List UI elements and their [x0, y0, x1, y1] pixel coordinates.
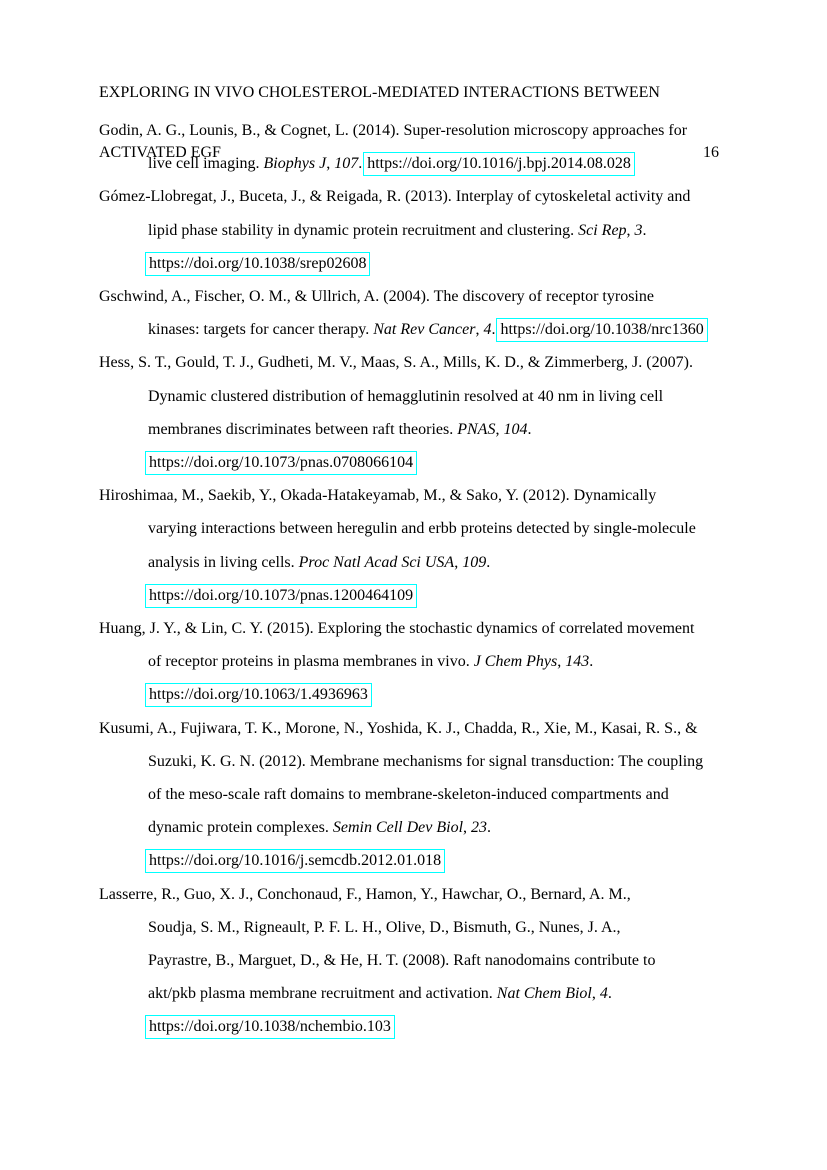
doi-link[interactable]: https://doi.org/10.1016/j.bpj.2014.08.028	[363, 152, 635, 176]
reference-line	[99, 645, 744, 678]
reference-text: Hess, S. T., Gould, T. J., Gudheti, M. V., Maas, S. A., Mills, K. D., & Zimmerberg, J. (2007).	[99, 354, 693, 372]
reference-text: ,	[626, 221, 635, 239]
reference-text: Kusumi, A., Fujiwara, T. K., Morone, N., Yoshida, K. J., Chadda, R., Xie, M., Kasai, R. S., &	[99, 719, 698, 737]
doi-link[interactable]: https://doi.org/10.1063/1.4936963	[145, 683, 372, 707]
reference-line	[99, 214, 744, 247]
reference-line	[99, 280, 744, 313]
reference-text: .	[487, 819, 492, 837]
running-head-line1: EXPLORING IN VIVO CHOLESTEROL-MEDIATED INTERACTIONS BETWEEN	[99, 84, 660, 102]
reference-line	[99, 811, 744, 844]
reference-line	[99, 380, 744, 413]
reference-text: .	[491, 321, 500, 339]
reference-text: Hiroshimaa, M., Saekib, Y., Okada-Hatakeyamab, M., & Sako, Y. (2012). Dynamically	[99, 487, 657, 505]
reference-text: .	[642, 221, 647, 239]
references-list	[99, 114, 744, 1044]
reference-entry	[99, 280, 744, 346]
doi-link[interactable]: https://doi.org/10.1016/j.semcdb.2012.01.018	[145, 849, 445, 873]
reference-text: Payrastre, B., Marguet, D., & He, H. T. (2008). Raft nanodomains contribute to	[148, 952, 656, 970]
reference-line	[99, 180, 744, 213]
reference-line	[99, 579, 744, 612]
doi-link[interactable]: https://doi.org/10.1073/pnas.0708066104	[145, 451, 417, 475]
reference-text: .	[486, 553, 491, 571]
reference-line	[99, 546, 744, 579]
journal-title: Nat Chem Biol	[496, 985, 592, 1003]
doi-link[interactable]: https://doi.org/10.1038/nrc1360	[496, 318, 707, 342]
reference-line	[99, 612, 744, 645]
reference-line	[99, 346, 744, 379]
reference-line	[99, 147, 744, 180]
reference-line	[99, 745, 744, 778]
reference-text: ,	[591, 985, 600, 1003]
journal-title: PNAS	[457, 420, 496, 438]
reference-line	[99, 911, 744, 944]
reference-text: ,	[454, 553, 463, 571]
journal-title: 107	[334, 155, 359, 173]
journal-title: 4	[483, 321, 492, 339]
reference-text: Gómez-Llobregat, J., Buceta, J., & Reigada, R. (2013). Interplay of cytoskeletal activity and	[99, 188, 691, 206]
page-number: 16	[703, 143, 719, 161]
doi-link[interactable]: https://doi.org/10.1038/srep02608	[145, 252, 370, 276]
reference-text: lipid phase stability in dynamic protein recruitment and clustering.	[148, 221, 579, 239]
reference-text: Lasserre, R., Guo, X. J., Conchonaud, F., Hamon, Y., Hawchar, O., Bernard, A. M.,	[99, 885, 631, 903]
reference-line	[99, 1010, 744, 1043]
journal-title: 23	[471, 819, 488, 837]
doi-link[interactable]: https://doi.org/10.1073/pnas.1200464109	[145, 584, 417, 608]
reference-text: Godin, A. G., Lounis, B., & Cognet, L. (2014). Super-resolution microscopy approaches for	[99, 122, 688, 139]
reference-text: Soudja, S. M., Rigneault, P. F. L. H., Olive, D., Bismuth, G., Nunes, J. A.,	[148, 918, 621, 936]
reference-entry	[99, 180, 744, 280]
reference-text: of the meso-scale raft domains to membrane-skeleton-induced compartments and	[148, 786, 669, 804]
reference-text: of receptor proteins in plasma membranes in vivo.	[148, 653, 474, 671]
reference-entry	[99, 479, 744, 612]
reference-text: membranes discriminates between raft theories.	[148, 420, 458, 438]
journal-title: 143	[565, 653, 590, 671]
doi-link[interactable]: https://doi.org/10.1038/nchembio.103	[145, 1015, 395, 1039]
reference-line	[99, 247, 744, 280]
journal-title: Nat Rev Cancer	[373, 321, 476, 339]
reference-line	[99, 413, 744, 446]
reference-line	[99, 512, 744, 545]
reference-entry	[99, 346, 744, 479]
reference-text: kinases: targets for cancer therapy.	[148, 321, 374, 339]
reference-entry	[99, 114, 744, 180]
reference-text: .	[358, 155, 367, 173]
reference-text: .	[607, 985, 612, 1003]
reference-text: .	[527, 420, 532, 438]
reference-text: akt/pkb plasma membrane recruitment and activation.	[148, 985, 497, 1003]
reference-text: dynamic protein complexes.	[148, 819, 333, 837]
journal-title: 109	[462, 553, 487, 571]
reference-text: analysis in living cells.	[148, 553, 299, 571]
reference-text: ,	[557, 653, 566, 671]
journal-title: 3	[634, 221, 643, 239]
reference-line	[99, 944, 744, 977]
journal-title: Semin Cell Dev Biol	[332, 819, 464, 837]
reference-text: Gschwind, A., Fischer, O. M., & Ullrich, A. (2004). The discovery of receptor tyrosine	[99, 288, 654, 306]
journal-title: Sci Rep	[578, 221, 627, 239]
reference-line	[99, 313, 744, 346]
reference-text: live cell imaging.	[148, 155, 264, 173]
reference-line	[99, 678, 744, 711]
reference-text: Dynamic clustered distribution of hemagglutinin resolved at 40 nm in living cell	[148, 387, 664, 405]
journal-title: 104	[503, 420, 528, 438]
reference-line	[99, 446, 744, 479]
journal-title: J Chem Phys	[473, 653, 558, 671]
reference-line	[99, 977, 744, 1010]
running-head-line2: ACTIVATED EGF	[99, 143, 221, 161]
reference-text: ,	[463, 819, 472, 837]
reference-text: varying interactions between heregulin and erbb proteins detected by single-molecule	[148, 520, 696, 538]
reference-text: ,	[475, 321, 484, 339]
reference-line	[99, 712, 744, 745]
reference-entry	[99, 878, 744, 1044]
reference-line	[99, 844, 744, 877]
reference-line	[99, 479, 744, 512]
reference-text: ,	[495, 420, 504, 438]
journal-title: 4	[599, 985, 608, 1003]
reference-entry	[99, 612, 744, 712]
reference-line	[99, 778, 744, 811]
reference-text: ,	[326, 155, 335, 173]
reference-text: Huang, J. Y., & Lin, C. Y. (2015). Exploring the stochastic dynamics of correlated movement	[99, 620, 695, 638]
reference-text: Suzuki, K. G. N. (2012). Membrane mechanisms for signal transduction: The coupling	[148, 752, 704, 770]
reference-line	[99, 114, 744, 147]
reference-text: .	[589, 653, 594, 671]
reference-line	[99, 878, 744, 911]
journal-title: Proc Natl Acad Sci USA	[298, 553, 455, 571]
journal-title: Biophys J	[263, 155, 327, 173]
reference-entry	[99, 712, 744, 878]
